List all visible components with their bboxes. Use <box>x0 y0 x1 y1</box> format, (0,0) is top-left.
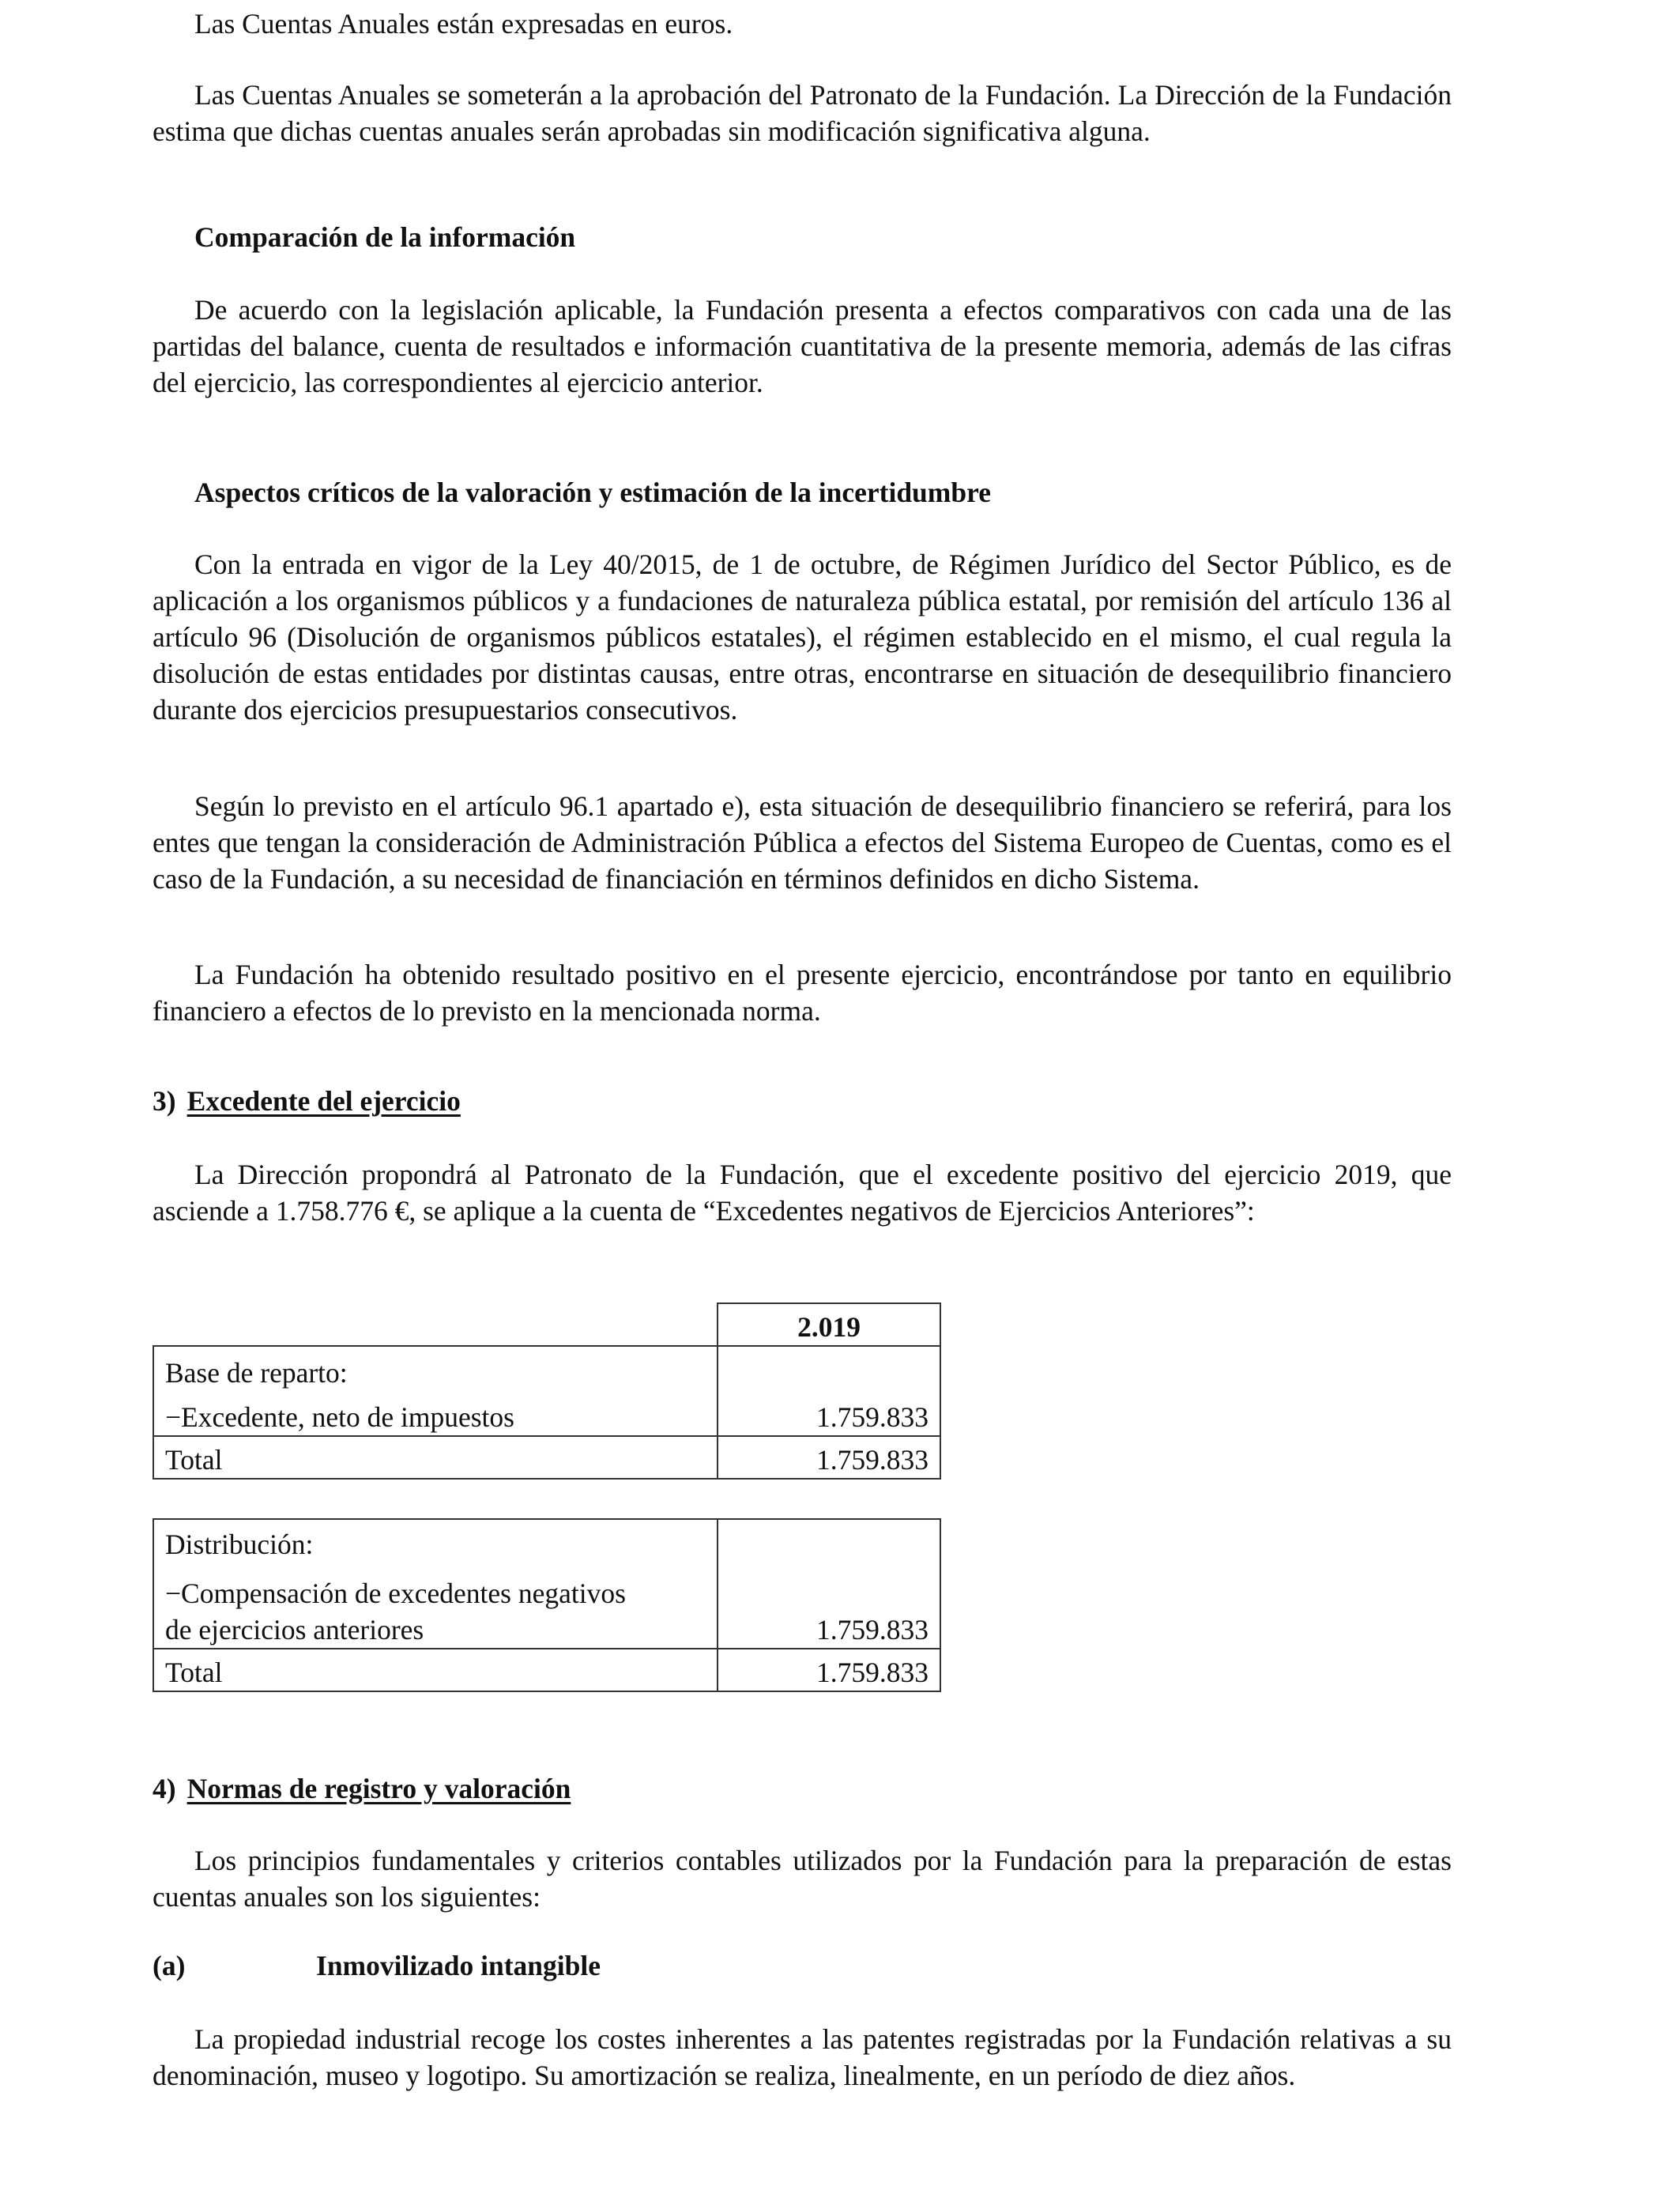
base-reparto-cell <box>153 1346 718 1436</box>
intro-paragraph-currency: Las Cuentas Anuales están expresadas en euros. <box>194 8 733 40</box>
intro-paragraph-approval: Las Cuentas Anuales se someterán a la aprobación del Patronato de la Fundación. La Dirección de la Fundación estima que dichas cuentas anuales serán aprobadas sin modificación significativa alguna. <box>153 79 1452 147</box>
section-4-title: Normas de registro y valoración <box>186 1773 571 1804</box>
section-3-title: Excedente del ejercicio <box>186 1085 461 1117</box>
aspectos-paragraph-articulo: Según lo previsto en el artículo 96.1 apartado e), esta situación de desequilibrio financiero se referirá, para los entes que tengan la consideración de Administración Pública a efectos del Sistema Europeo de Cuentas, como es el caso de la Fundación, a su necesidad de financiación en términos definidos en dicho Sistema. <box>153 790 1452 895</box>
total-value: 1.759.833 <box>718 1436 940 1479</box>
compensacion-label-line2: de ejercicios anteriores <box>165 1614 424 1646</box>
heading-aspectos: Aspectos críticos de la valoración y estimación de la incertidumbre <box>194 477 991 508</box>
table-row-distribucion <box>153 1519 940 1649</box>
heading-comparacion: Comparación de la información <box>194 221 576 253</box>
total-value: 1.759.833 <box>718 1649 940 1691</box>
section-3-heading <box>153 1083 461 1119</box>
item-a-paragraph: La propiedad industrial recoge los costes inherentes a las patentes registradas por la Fundación relativas a su denominación, museo y logotipo. Su amortización se realiza, linealmente, en un período de diez años. <box>153 2023 1452 2091</box>
item-a-label: (a) <box>153 1950 186 1981</box>
compensacion-value: 1.759.833 <box>718 1519 940 1649</box>
table-row-total <box>153 1649 940 1691</box>
section-4-paragraph: Los principios fundamentales y criterios contables utilizados por la Fundación para la preparación de estas cuentas anuales son los siguientes: <box>153 1845 1452 1913</box>
comparacion-paragraph: De acuerdo con la legislación aplicable, la Fundación presenta a efectos comparativos con cada una de las partidas del balance, cuenta de resultados e información cuantitativa de la presente memoria, además de las cifras del ejercicio, las correspondientes al ejercicio anterior. <box>153 294 1452 398</box>
base-reparto-label: Base de reparto: <box>165 1357 348 1389</box>
table-row-header <box>153 1303 940 1346</box>
distribucion-table <box>153 1518 941 1692</box>
aspectos-paragraph-ley: Con la entrada en vigor de la Ley 40/2015, de 1 de octubre, de Régimen Jurídico del Sector Público, es de aplicación a los organismos públicos y a fundaciones de naturaleza pública estatal, por remisión del artículo 136 al artículo 96 (Disolución de organismos públicos estatales), el régimen establecido en el mismo, el cual regula la disolución de estas entidades por distintas causas, entre otras, encontrarse en situación de desequilibrio financiero durante dos ejercicios presupuestarios consecutivos. <box>153 548 1452 726</box>
section-3-paragraph: La Dirección propondrá al Patronato de la Fundación, que el excedente positivo del ejercicio 2019, que asciende a 1.758.776 €, se aplique a la cuenta de “Excedentes negativos de Ejercicios Anteriores”: <box>153 1159 1452 1227</box>
section-4-number: 4) <box>153 1773 176 1804</box>
excedente-value: 1.759.833 <box>718 1346 940 1436</box>
aspectos-paragraph-resultado: La Fundación ha obtenido resultado positivo en el presente ejercicio, encontrándose por tanto en equilibrio financiero a efectos de lo previsto en la mencionada norma. <box>153 959 1452 1027</box>
total-label: Total <box>153 1649 718 1691</box>
distribucion-cell <box>153 1519 718 1649</box>
table-cell-empty <box>153 1303 718 1346</box>
table-row-base <box>153 1346 940 1436</box>
base-reparto-table <box>153 1302 941 1480</box>
compensacion-label-line1: −Compensación de excedentes negativos <box>165 1578 626 1609</box>
distribucion-label: Distribución: <box>165 1529 314 1560</box>
year-header: 2.019 <box>718 1303 940 1346</box>
total-label: Total <box>153 1436 718 1479</box>
item-a-title: Inmovilizado intangible <box>316 1950 601 1981</box>
section-3-number: 3) <box>153 1085 176 1117</box>
table-row-total <box>153 1436 940 1479</box>
section-4-heading <box>153 1770 571 1807</box>
excedente-label: −Excedente, neto de impuestos <box>165 1401 514 1433</box>
